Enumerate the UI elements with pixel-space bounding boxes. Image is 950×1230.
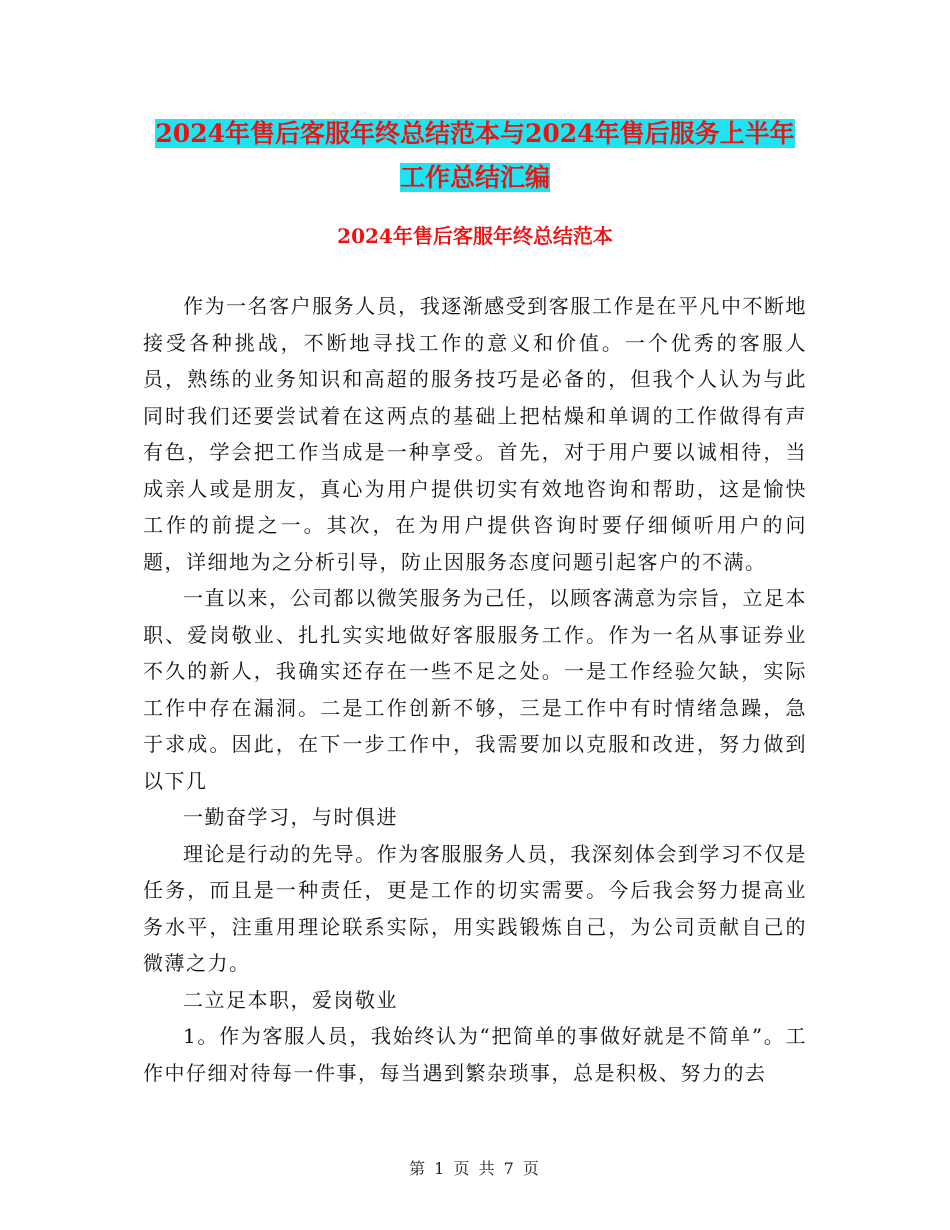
paragraph-heading: 一勤奋学习，与时俱进 <box>183 805 398 829</box>
document-body <box>143 288 807 1091</box>
paragraph: 一直以来，公司都以微笑服务为己任，以顾客满意为宗旨，立足本职、爱岗敬业、扎扎实实地做好客服服务工作。作为一名从事证券业不久的新人，我确实还存在一些不足之处。一是工作经验欠缺，实际工作中存在漏洞。二是工作创新不够，三是工作中有时情绪急躁，急于求成。因此，在下一步工作中，我需要加以克服和改进，努力做到以下几 <box>143 586 807 793</box>
paragraph: 理论是行动的先导。作为客服服务人员，我深刻体会到学习不仅是任务，而且是一种责任，更是工作的切实需要。今后我会努力提高业务水平，注重用理论联系实际，用实践锻炼自己，为公司贡献自己的微薄之力。 <box>143 841 807 975</box>
section-title: 2024年售后客服年终总结范本 <box>337 224 613 248</box>
page-footer: 第 1 页 共 7 页 <box>409 1159 541 1178</box>
paragraph-heading: 二立足本职，爱岗敬业 <box>183 987 398 1012</box>
document-title-text: 2024年售后客服年终总结范本与2024年售后服务上半年工作总结汇编 <box>155 119 795 192</box>
paragraph: 作为一名客户服务人员，我逐渐感受到客服工作是在平凡中不断地接受各种挑战，不断地寻找工作的意义和价值。一个优秀的客服人员，熟练的业务知识和高超的服务技巧是必备的，但我个人认为与此同时我们还要尝试着在这两点的基础上把枯燥和单调的工作做得有声有色，学会把工作当成是一种享受。首先，对于用户要以诚相待，当成亲人或是朋友，真心为用户提供切实有效地咨询和帮助，这是愉快工作的前提之一。其次，在为用户提供咨询时要仔细倾听用户的问题，详细地为之分析引导，防止因服务态度问题引起客户的不满。 <box>143 294 807 574</box>
paragraph: 1。作为客服人员，我始终认为“把简单的事做好就是不简单”。工作中仔细对待每一件事，每当遇到繁杂琐事，总是积极、努力的去 <box>143 1024 807 1085</box>
document-title <box>150 112 800 200</box>
